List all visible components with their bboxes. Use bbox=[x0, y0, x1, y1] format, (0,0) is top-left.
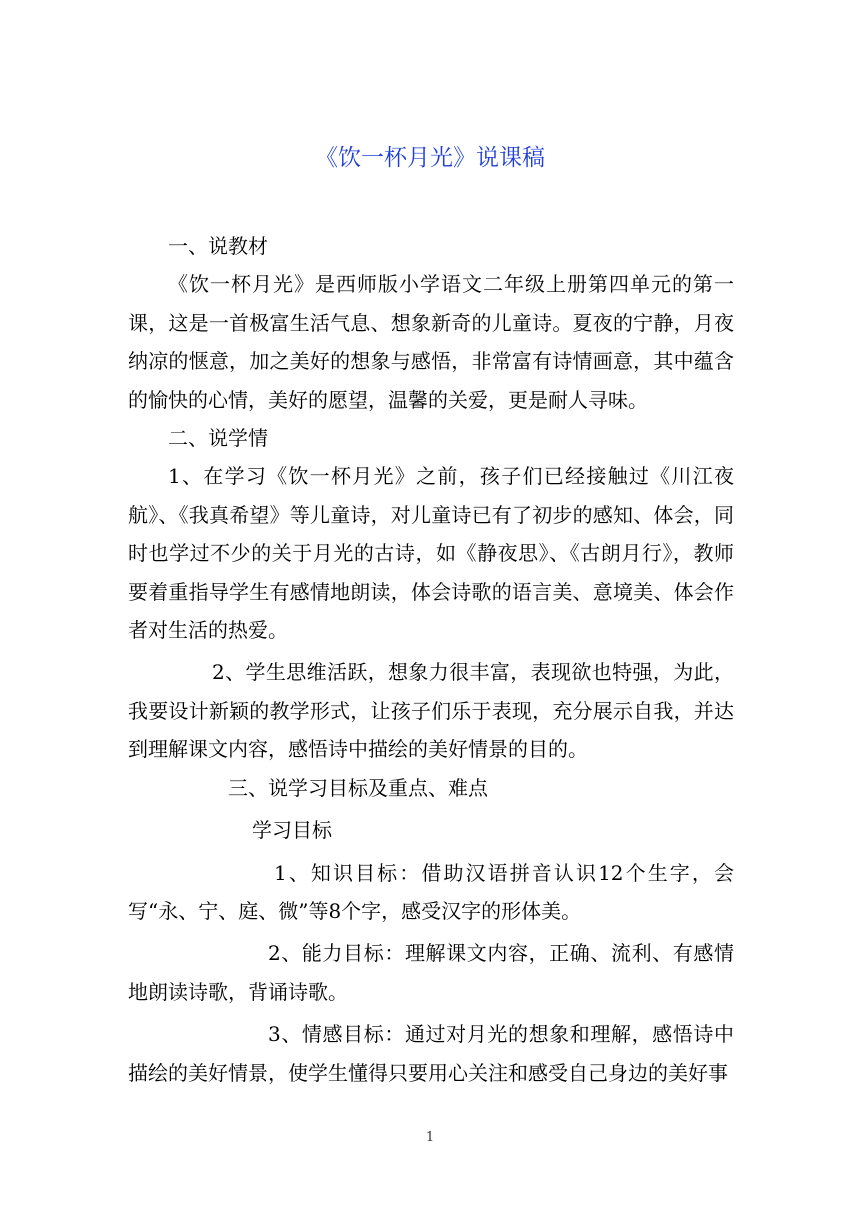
document-title: 《饮一杯月光》说课稿 bbox=[315, 145, 545, 171]
section-2-heading: 二、说学情 bbox=[168, 426, 268, 451]
goal-ability: 2、能力目标：理解课文内容，正确、流利、有感情地朗读诗歌，背诵诗歌。 bbox=[128, 941, 734, 1004]
section-3-heading: 三、说学习目标及重点、难点 bbox=[228, 775, 488, 800]
page-number: 1 bbox=[425, 1130, 435, 1145]
learning-goals-subheading: 学习目标 bbox=[252, 818, 332, 843]
section-1-paragraph: 《饮一杯月光》是西师版小学语文二年级上册第四单元的第一课，这是一首极富生活气息、想象新奇的儿童诗。夏夜的宁静，月夜纳凉的惬意，加之美好的想象与感悟，非常富有诗情画意，其中蕴含的愉快的心情，美好的愿望，温馨的关爱，更是耐人寻味。 bbox=[128, 272, 734, 412]
goal-emotion: 3、情感目标：通过对月光的想象和理解，感悟诗中描绘的美好情景，使学生懂得只要用心关注和感受自己身边的美好事 bbox=[128, 1022, 734, 1085]
section-2-paragraph-1: 1、在学习《饮一杯月光》之前，孩子们已经接触过《川江夜航》、《我真希望》等儿童诗，对儿童诗已有了初步的感知、体会，同时也学过不少的关于月光的古诗，如《静夜思》、《古朗月行》，教师要着重指导学生有感情地朗读，体会诗歌的语言美、意境美、体会作者对生活的热爱。 bbox=[128, 464, 734, 643]
section-1-heading: 一、说教材 bbox=[168, 234, 268, 258]
section-2-paragraph-2: 2、学生思维活跃，想象力很丰富，表现欲也特强，为此，我要设计新颖的教学形式，让孩子们乐于表现，充分展示自我，并达到理解课文内容，感悟诗中描绘的美好情景的目的。 bbox=[128, 660, 734, 762]
goal-knowledge: 1、知识目标：借助汉语拼音认识12个生字，会写“永、宁、庭、微”等8个字，感受汉字的形体美。 bbox=[128, 860, 734, 923]
document-body bbox=[128, 227, 734, 1092]
